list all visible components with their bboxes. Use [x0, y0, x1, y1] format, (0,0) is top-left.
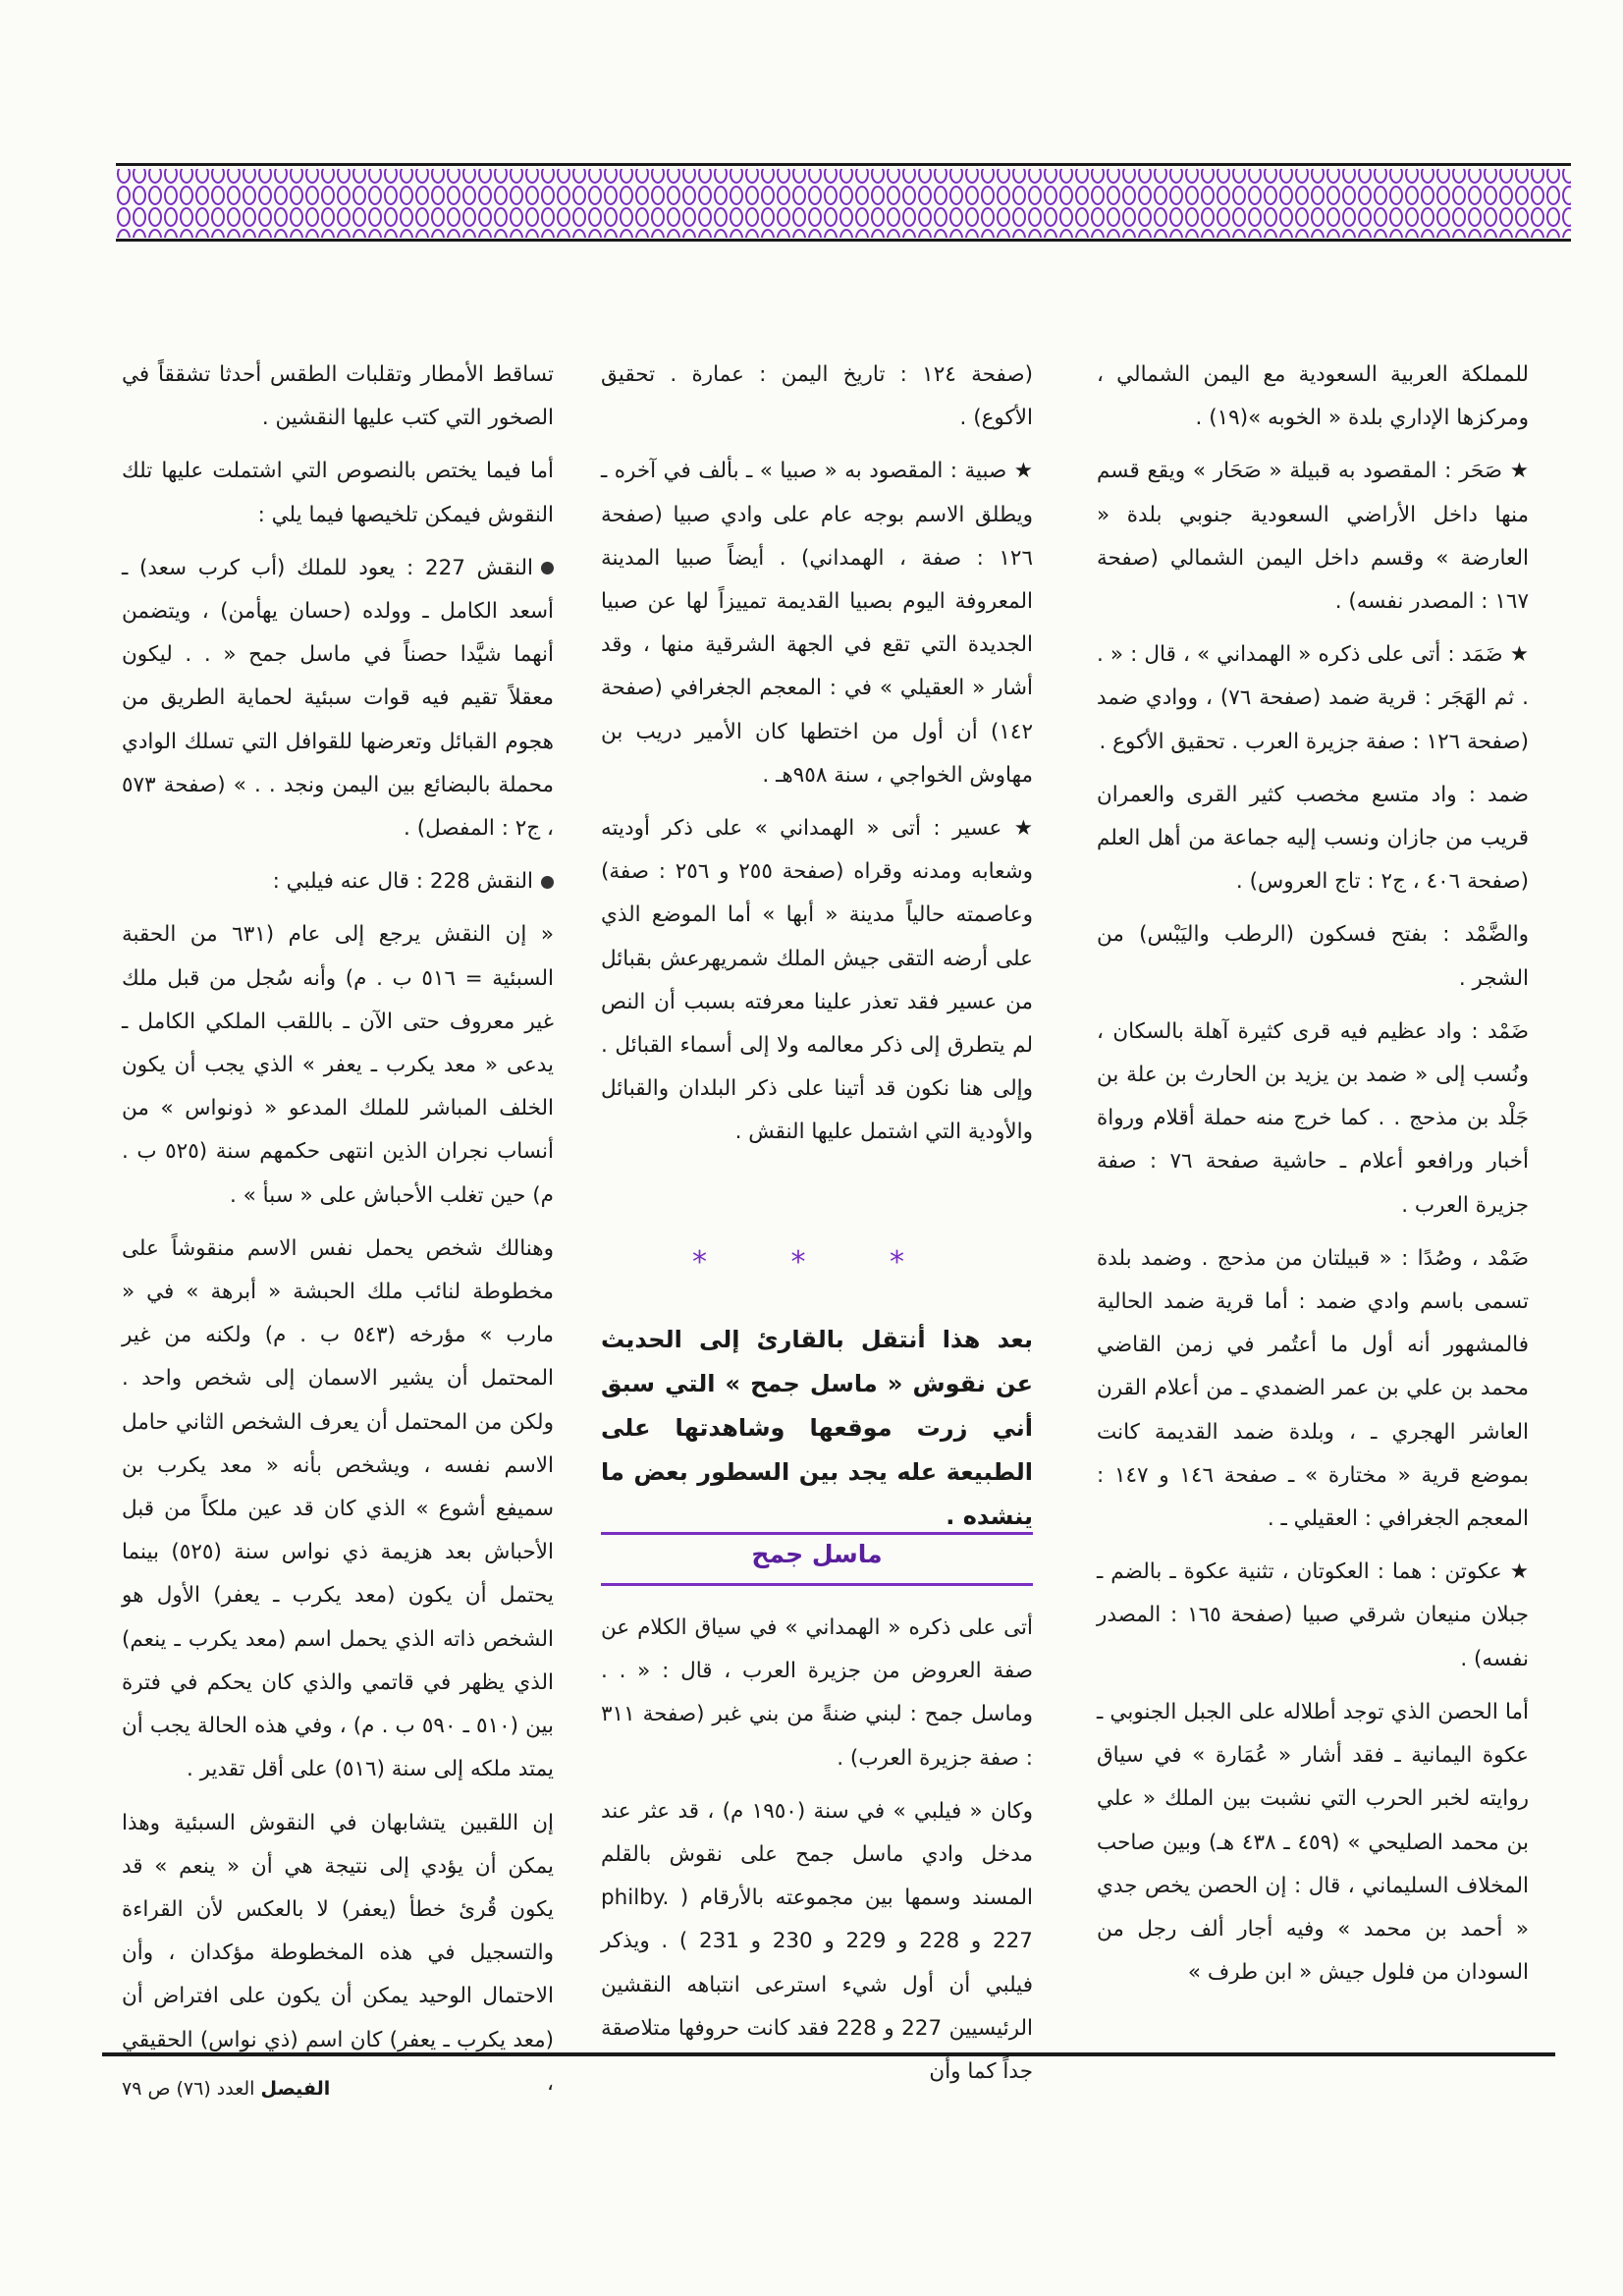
bullet-icon [541, 562, 554, 574]
paragraph: ضَمْد : واد عظيم فيه قرى كثيرة آهلة بالسكان ، ونُسب إلى « ضمد بن يزيد بن الحارث بن علة بن جَلْد بن مذحج . . كما خرج منه حملة أقلام ورواة أخبار ورافعو أعلام ـ حاشية صفحة ٧٦ : صفة جزيرة العرب . [1097, 1018, 1529, 1218]
paragraph: ★ صبية : المقصود به « صبيا » ـ بألف في آخره ـ ويطلق الاسم بوجه عام على وادي صبيا (صفحة ١٢٦ : صفة ، الهمداني) . أيضاً صبيا المدينة المعروفة اليوم بصبيا القديمة تمييزاً لها عن صبيا الجديدة التي تقع في الجهة الشرقية منها ، وقد أشار « العقيلي » في : المعجم الجغرافي (صفحة ١٤٢) أن أول من اختطها كان الأمير دريب بن مهاوش الخواجي ، سنة ٩٥٨هـ . [601, 459, 1033, 788]
paragraph: وكان « فيلبي » في سنة (١٩٥٠ م) ، قد عثر عند مدخل وادي ماسل جمح على نقوش بالقلم المسند وسمها بين مجموعته بالأرقام ( philby. 227 و 228 و 229 و 230 و 231 ) . ويذكر فيلبي أن أول شيء استرعى انتباهه النقشين الرئيسيين 227 و 228 فقد كانت حروفها متلاصقة جداً كما وأن [601, 1798, 1033, 2085]
column-middle [601, 354, 1033, 1165]
paragraph: ★ عسير : أتى « الهمداني » على ذكر أوديته وشعابه ومدنه وقراه (صفحة ٢٥٥ و ٢٥٦ : صفة) وعاصمته حالياً مدينة « أبها » أما الموضع الذي على أرضه التقى جيش الملك شمريهرعش بقبائل من عسير فقد تعذر علينا معرفته بسبب أن النص لم يتطرق إلى ذكر معالمه ولا إلى أسماء القبائل . وإلى هنا نكون قد أتينا على ذكر البلدان والقبائل والأودية التي اشتمل عليها النقش . [601, 816, 1033, 1145]
column-right [1097, 354, 1529, 2004]
footer-rule [102, 2052, 1555, 2056]
paragraph: والضَّمْد : بفتح فسكون (الرطب واليَبْس) من الشجر . [1097, 922, 1529, 991]
paragraph: ★ ضَمَد : أتى على ذكره « الهمداني » ، قال : « . . ثم الهَجَر : قرية ضمد (صفحة ٧٦) ، ووادي ضمد (صفحة ١٢٦ : صفة جزيرة العرب . تحقيق الأكوع . [1097, 642, 1529, 754]
paragraph: ضَمْد ، وصُدًا : « قبيلتان من مذحج . وضمد بلدة تسمى باسم وادي ضمد : أما قرية ضمد الحالية فالمشهور أنه أول ما أعتُمر في زمن القاضي محمد بن علي بن عمر الضمدي ـ من أعلام القرن العاشر الهجري ـ ، وبلدة ضمد القديمة كانت بموضع قرية « مختارة » ـ صفحة ١٤٦ و ١٤٧ : المعجم الجغرافي : العقيلي ـ . [1097, 1245, 1530, 1532]
issue-page: العدد (٧٦) ص ٧٩ [122, 2078, 255, 2100]
magazine-name: الفيصل [260, 2078, 331, 2100]
paragraph: وهنالك شخص يحمل نفس الاسم منقوشاً على مخطوطة لنائب ملك الحبشة « أبرهة » في « مارب » مؤرخه (٥٤٣ ب . م) ولكنه من غير المحتمل أن يشير الاسمان إلى شخص واحد . ولكن من المحتمل أن يعرف الشخص الثاني حامل الاسم نفسه ، ويشخص بأنه « معد يكرب بن سميفع أشوع » الذي كان قد عين ملكاً من قبل الأحباش بعد هزيمة ذي نواس سنة (٥٢٥) بينما يحتمل أن يكون (معد يكرب ـ يعفر) الأول هو الشخص ذاته الذي يحمل اسم (معد يكرب ـ ينعم) الذي يظهر في قاتمي والذي كان يحكم في فترة بين (٥١٠ ـ ٥٩٠ ب . م) ، وفي هذه الحالة يجب أن يمتد ملكه إلى سنة (٥١٦) على أقل تقدير . [122, 1235, 555, 1782]
header-rule-bottom [116, 239, 1571, 242]
paragraph: ★ صَحَر : المقصود به قبيلة « صَحَار » ويقع قسم منها داخل الأراضي السعودية جنوبي بلدة « العارضة » وقسم داخل اليمن الشمالي (صفحة ١٦٧ : المصدر نفسه) . [1097, 459, 1529, 615]
decorative-header-band [116, 163, 1571, 242]
paragraph: « إن النقش يرجع إلى عام (٦٣١ من الحقبة السبئية = ٥١٦ ب . م) وأنه سُجل من قبل ملك غير معروف حتى الآن ـ باللقب الملكي الكامل ـ يدعى « معد يكرب ـ يعفر » الذي يجب أن يكون الخلف المباشر للملك المدعو « ذونواس » من أنساب نجران الذين انتهى حكمهم سنة (٥٢٥ ب . م) حين تغلب الأحباش على « سبأ » . [122, 922, 554, 1208]
paragraph: (صفحة ١٢٤ : تاريخ اليمن : عمارة . تحقيق الأكوع) . [601, 362, 1033, 431]
paragraph: أما الحصن الذي توجد أطلاله على الجبل الجنوبي ـ عكوة اليمانية ـ فقد أشار « عُمَارة » في سياق روايته لخبر الحرب التي نشبت بين الملك « علي بن محمد الصليحي » (٤٥٩ ـ ٤٣٨ هـ) وبين صاحب المخلاف السليماني ، قال : إن الحصن يخص جدي « أحمد بن محمد » وفيه أجار ألف رجل من السودان من فلول جيش « ابن طرف » [1097, 1699, 1529, 1986]
paragraph: ضمد : واد متسع مخصب كثير القرى والعمران قريب من جازان ونسب إليه جماعة من أهل العلم (صفحة ٤٠٦ ، ج٢ : تاج العروس) . [1097, 782, 1529, 895]
inscription-227-paragraph [122, 547, 554, 850]
section-rule-bottom [601, 1583, 1033, 1586]
paragraph-text: النقش 227 : يعود للملك (أب كرب سعد) ـ أسعد الكامل ـ وولده (حسان يهأمن) ، ويتضمن أنهما شيَّدا حصناً في ماسل جمح « . . ليكون معقلاً تقيم فيه قوات سبئية لحماية الطريق من هجوم القبائل وتعرضها للقوافل التي تسلك الوادي محملة بالبضائع بين اليمن ونجد . . » (صفحة ٥٧٣ ، ج٢ : المفصل) . [122, 555, 554, 842]
section-title: ماسل جمح [751, 1540, 883, 1568]
section-ornament: * * * [691, 1245, 943, 1280]
column-left [122, 354, 554, 2115]
column-middle-lower [601, 1607, 1033, 2094]
page-footer [122, 2078, 330, 2100]
paragraph: ★ عكوتن : هما : العكوتان ، تثنية عكوة ـ بالضم ـ جبلان منيعان شرقي صبيا (صفحة ١٦٥ : المصدر نفسه) . [1097, 1559, 1529, 1671]
paragraph: تساقط الأمطار وتقلبات الطقس أحدثا تشققاً في الصخور التي كتب عليها النقشين . [122, 362, 554, 431]
paragraph: أتى على ذكره « الهمداني » في سياق الكلام عن صفة العروض من جزيرة العرب ، قال : « . . وماسل جمح : لبني ضنةً من بني غبر (صفحة ٣١١ : صفة جزيرة العرب) . [601, 1615, 1033, 1771]
intro-bold-paragraph: بعد هذا أنتقل بالقارئ إلى الحديث عن نقوش « ماسل جمح » التي سبق أني زرت موقعها وشاهدتها على الطبيعة عله يجد بين السطور بعض ما ينشده . [601, 1326, 1033, 1530]
paragraph: أما فيما يختص بالنصوص التي اشتملت عليها تلك النقوش فيمكن تلخيصها فيما يلي : [122, 459, 554, 527]
bullet-icon [541, 876, 554, 889]
paragraph-text: النقش 228 : قال عنه فيلبي : [272, 869, 533, 895]
paragraph: للمملكة العربية السعودية مع اليمن الشمالي ، ومركزها الإداري بلدة « الخوبه »(١٩) . [1097, 362, 1529, 431]
paragraph: إن اللقبين يتشابهان في النقوش السبئية وهذا يمكن أن يؤدي إلى نتيجة هي أن « ينعم » قد يكون قُرئ خطأ (يعفر) لا بالعكس لأن القراءة والتسجيل في هذه المخطوطة مؤكدان ، وأن الاحتمال الوحيد يمكن أن يكون على افتراض أن (معد يكرب ـ يعفر) كان اسم (ذي نواس) الحقيقي ، [122, 1810, 554, 2096]
inscription-228-paragraph [122, 860, 554, 903]
section-heading-box [601, 1532, 1033, 1587]
section-rule-top [601, 1532, 1033, 1535]
